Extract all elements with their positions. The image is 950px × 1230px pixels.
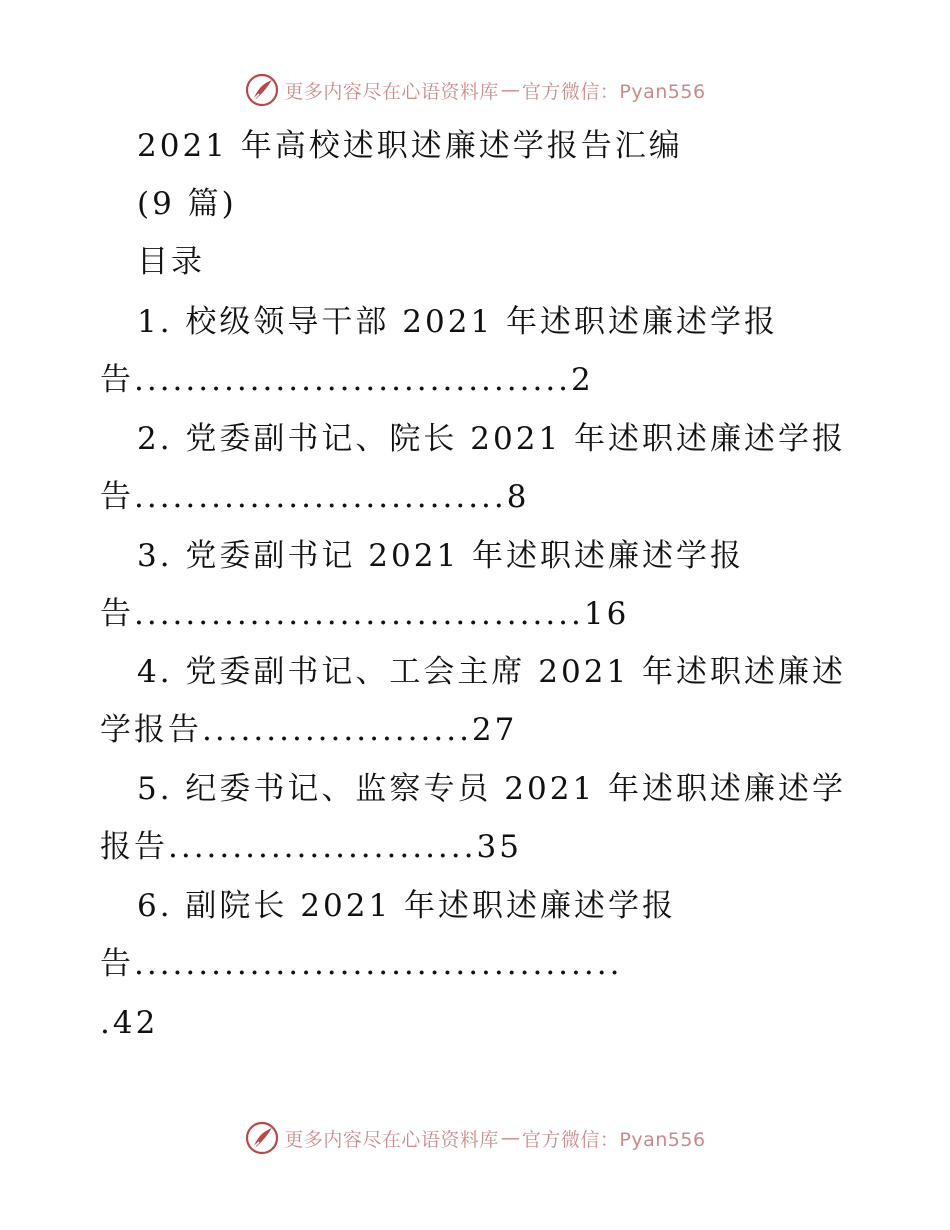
document-subtitle: (9 篇) xyxy=(137,186,237,222)
banner-text: 更多内容尽在心语资料库 xyxy=(284,80,499,103)
toc-entry-6-page[interactable]: .42 xyxy=(100,1005,159,1041)
toc-entry-6-title[interactable]: 6. 副院长 2021 年述职述廉述学报 xyxy=(137,888,677,924)
banner-text: 更多内容尽在心语资料库 xyxy=(284,1128,499,1151)
toc-entry-4-leader[interactable]: 学报告.....................27 xyxy=(100,712,518,748)
banner-separator: — xyxy=(500,1127,520,1149)
banner-contact: 官方微信：Pyan556 xyxy=(521,80,706,103)
toc-entry-5-title[interactable]: 5. 纪委书记、监察专员 2021 年述职述廉述学 xyxy=(137,771,847,807)
toc-entry-3-title[interactable]: 3. 党委副书记 2021 年述职述廉述学报 xyxy=(137,538,745,574)
quill-logo-icon xyxy=(244,1120,280,1156)
quill-logo-icon xyxy=(244,72,280,108)
toc-entry-6-leader[interactable]: 告...................................... xyxy=(100,946,623,982)
toc-entry-3-leader[interactable]: 告...................................16 xyxy=(100,596,630,632)
header-banner xyxy=(0,70,950,110)
footer-banner xyxy=(0,1118,950,1158)
toc-entry-1-title[interactable]: 1. 校级领导干部 2021 年述职述廉述学报 xyxy=(137,304,779,340)
toc-entry-2-title[interactable]: 2. 党委副书记、院长 2021 年述职述廉述学报 xyxy=(137,421,847,457)
toc-heading: 目录 xyxy=(137,244,205,280)
banner-contact: 官方微信：Pyan556 xyxy=(521,1128,706,1151)
toc-entry-2-leader[interactable]: 告.............................8 xyxy=(100,479,530,515)
document-title: 2021 年高校述职述廉述学报告汇编 xyxy=(137,128,683,164)
toc-entry-5-leader[interactable]: 报告........................35 xyxy=(100,829,522,865)
toc-entry-1-leader[interactable]: 告..................................2 xyxy=(100,362,594,398)
banner-separator: — xyxy=(500,79,520,101)
toc-entry-4-title[interactable]: 4. 党委副书记、工会主席 2021 年述职述廉述 xyxy=(137,654,847,690)
